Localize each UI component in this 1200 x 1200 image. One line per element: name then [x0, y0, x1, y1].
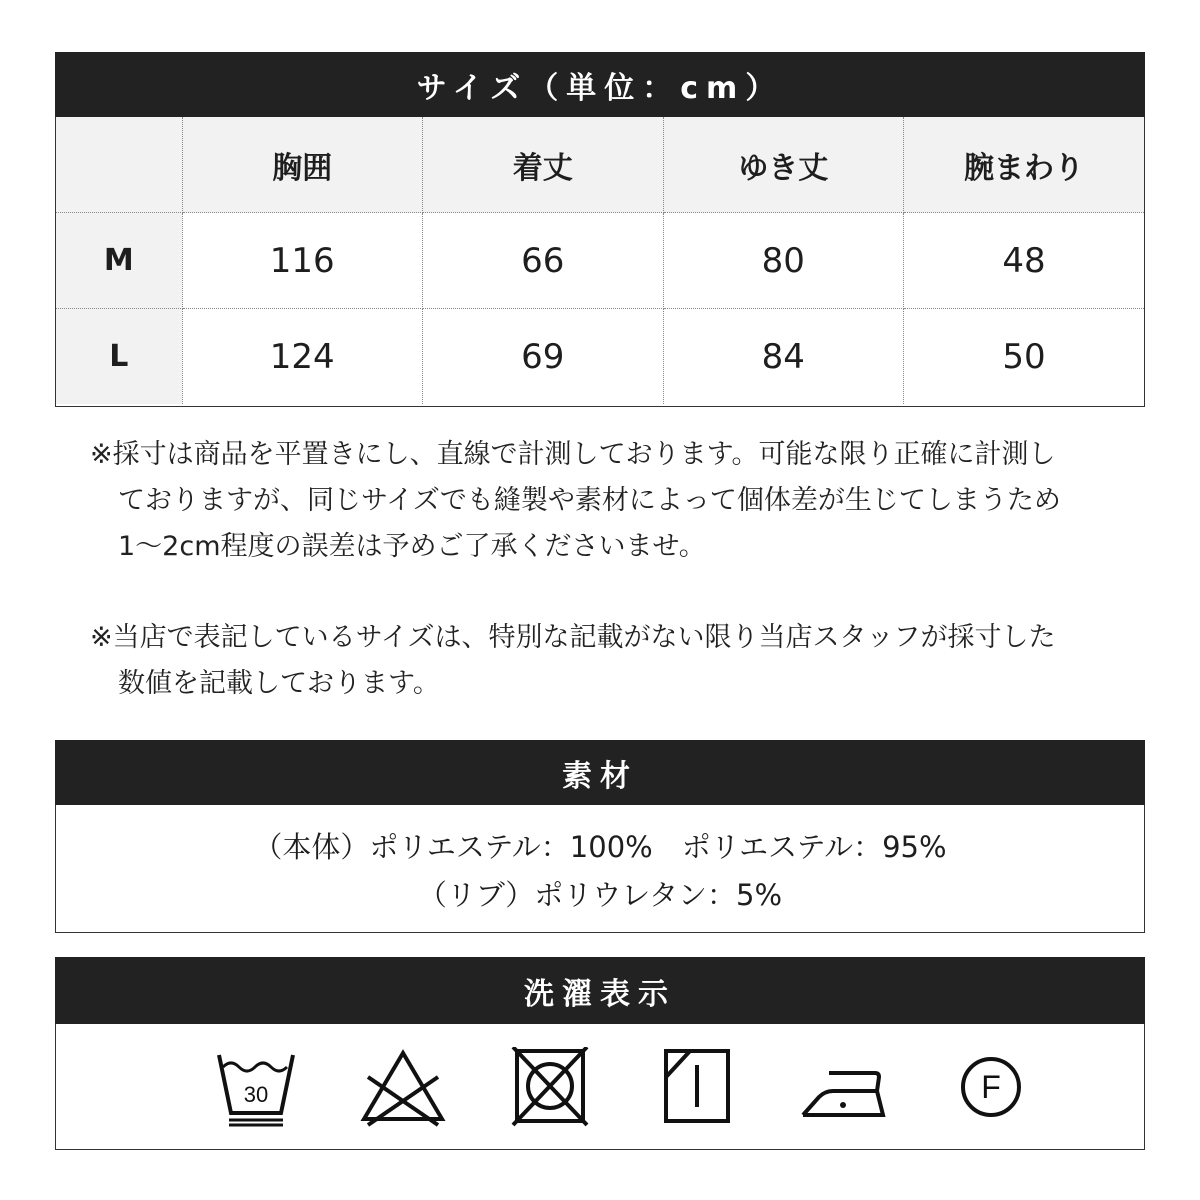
note-line: ておりますが、同じサイズでも縫製や素材によって個体差が生じてしまうため	[118, 485, 1061, 516]
size-table	[56, 117, 1144, 404]
table-cell: 66	[423, 213, 664, 309]
table-cell: 50	[904, 309, 1145, 405]
corner-cell	[56, 117, 182, 213]
size-table-header-row	[56, 117, 1144, 213]
no-bleach-icon	[358, 1047, 448, 1127]
size-table-title: サイズ（単位：cm）	[55, 52, 1145, 117]
washing-section	[55, 957, 1145, 1150]
line-dry-shade-icon	[652, 1047, 742, 1127]
note-line: 数値を記載しております。	[118, 668, 440, 699]
table-cell: 69	[423, 309, 664, 405]
size-source-note	[90, 615, 1120, 707]
table-row	[56, 309, 1144, 405]
washing-icons	[56, 1024, 1144, 1149]
table-cell: 124	[182, 309, 423, 405]
row-label: L	[56, 309, 182, 405]
dry-clean-f-icon	[946, 1047, 1036, 1127]
washtub-30-icon	[211, 1047, 301, 1127]
iron-low-icon	[799, 1047, 889, 1127]
row-label: M	[56, 213, 182, 309]
no-tumble-dry-icon	[505, 1047, 595, 1127]
column-header: 腕まわり	[904, 117, 1145, 213]
note-line: ※採寸は商品を平置きにし、直線で計測しております。可能な限り正確に計測し	[90, 439, 1056, 470]
table-row	[56, 213, 1144, 309]
table-cell: 116	[182, 213, 423, 309]
table-cell: 80	[663, 213, 904, 309]
column-header: ゆき丈	[663, 117, 904, 213]
material-section	[55, 740, 1145, 933]
column-header: 着丈	[423, 117, 664, 213]
measurement-note	[90, 432, 1120, 570]
material-line: （リブ）ポリウレタン：5%	[417, 878, 783, 912]
table-cell: 84	[663, 309, 904, 405]
dry-clean-letter: F	[981, 1068, 1001, 1105]
size-table-section	[55, 52, 1145, 407]
washing-title: 洗濯表示	[55, 957, 1145, 1024]
table-cell: 48	[904, 213, 1145, 309]
note-line: ※当店で表記しているサイズは、特別な記載がない限り当店スタッフが採寸した	[90, 622, 1056, 653]
wash-temperature: 30	[243, 1081, 269, 1107]
material-title: 素材	[55, 740, 1145, 805]
note-line: 1～2cm程度の誤差は予めご了承くださいませ。	[118, 531, 706, 562]
material-body	[56, 805, 1144, 919]
column-header: 胸囲	[182, 117, 423, 213]
material-line: （本体）ポリエステル：100% ポリエステル：95%	[253, 830, 947, 864]
